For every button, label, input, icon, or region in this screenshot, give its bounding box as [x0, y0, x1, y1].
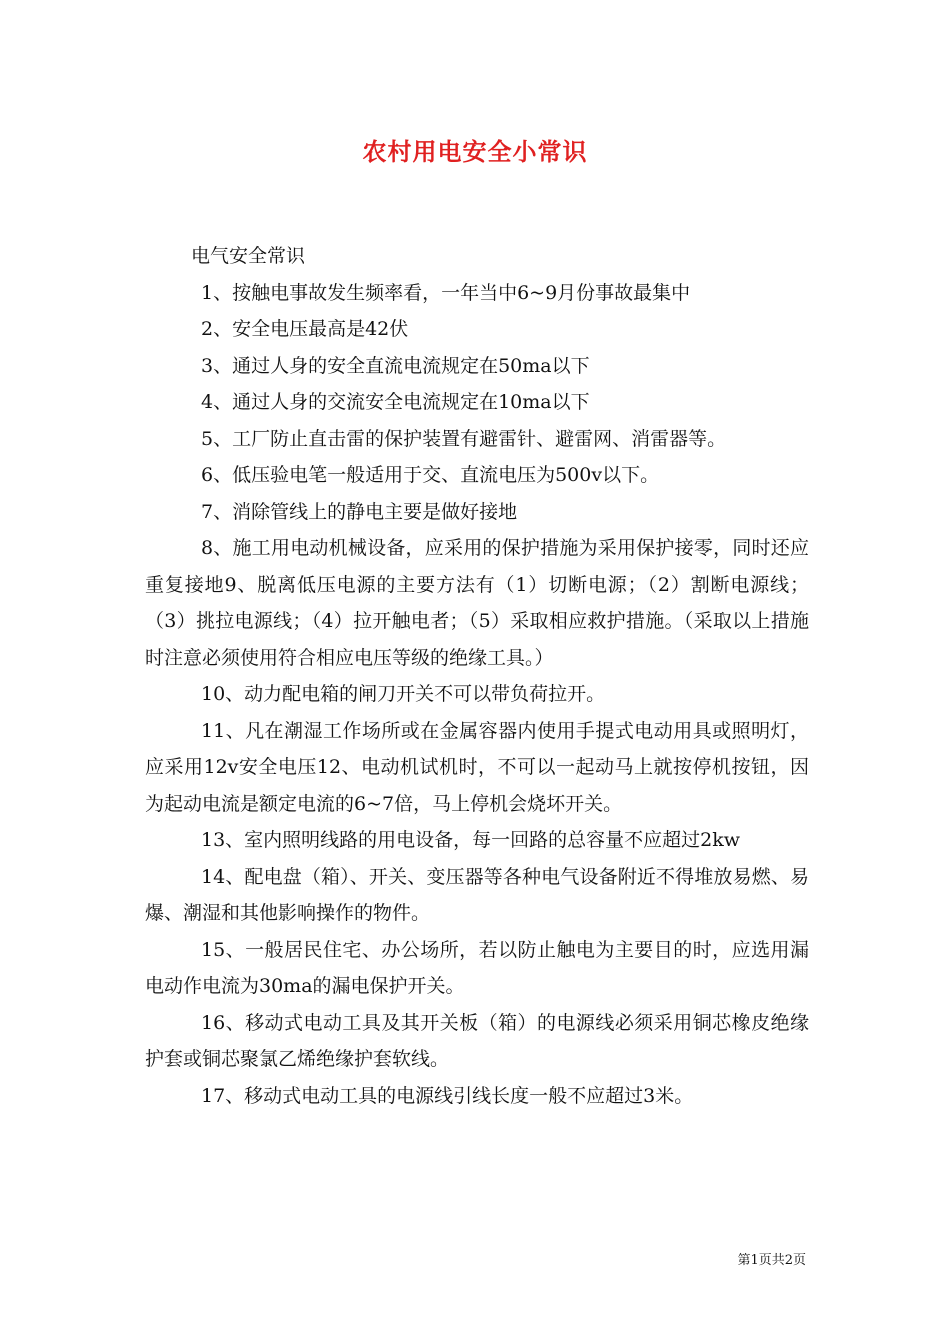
- document-title: 农村用电安全小常识: [362, 137, 588, 166]
- paragraph-item-14: 14、配电盘（箱）、开关、变压器等各种电气设备附近不得堆放易燃、易爆、潮湿和其他影响操作的物件。: [145, 865, 809, 924]
- paragraph-item-16: 16、移动式电动工具及其开关板（箱）的电源线必须采用铜芯橡皮绝缘护套或铜芯聚氯乙烯绝缘护套软线。: [145, 1011, 809, 1070]
- list-item: 1、按触电事故发生频率看，一年当中6~9月份事故最集中: [201, 281, 691, 304]
- paragraph-item-8: 8、施工用电动机械设备，应采用的保护措施为采用保护接零，同时还应重复接地9、脱离低压电源的主要方法有（1）切断电源；（2）割断电源线；（3）挑拉电源线；（4）拉开触电者；（5）采取相应救护措施。（采取以上措施时注意必须使用符合相应电压等级的绝缘工具。）: [145, 537, 809, 669]
- paragraph-item-10: 10、动力配电箱的闸刀开关不可以带负荷拉开。: [201, 683, 606, 705]
- list-item: 7、消除管线上的静电主要是做好接地: [201, 500, 518, 523]
- page-number-footer: 第1页共2页: [737, 1253, 806, 1268]
- list-item: 2、安全电压最高是42伏: [201, 318, 409, 340]
- list-item: 6、低压验电笔一般适用于交、直流电压为500v以下。: [201, 464, 660, 486]
- list-item: 4、通过人身的交流安全电流规定在10ma以下: [201, 391, 590, 413]
- document-body: [145, 238, 809, 1114]
- list-item: 3、通过人身的安全直流电流规定在50ma以下: [201, 354, 590, 377]
- list-item: 5、工厂防止直击雷的保护装置有避雷针、避雷网、消雷器等。: [201, 427, 727, 450]
- section-heading: 电气安全常识: [191, 245, 306, 267]
- paragraph-item-17: 17、移动式电动工具的电源线引线长度一般不应超过3米。: [201, 1084, 694, 1107]
- paragraph-item-15: 15、一般居民住宅、办公场所，若以防止触电为主要目的时，应选用漏电动作电流为30ma的漏电保护开关。: [145, 938, 809, 997]
- paragraph-item-11: 11、凡在潮湿工作场所或在金属容器内使用手提式电动用具或照明灯，应采用12v安全电压12、电动机试机时，不可以一起动马上就按停机按钮，因为起动电流是额定电流的6~7倍，马上停机会烧坏开关。: [145, 719, 809, 815]
- paragraph-item-13: 13、室内照明线路的用电设备，每一回路的总容量不应超过2kw: [201, 829, 741, 851]
